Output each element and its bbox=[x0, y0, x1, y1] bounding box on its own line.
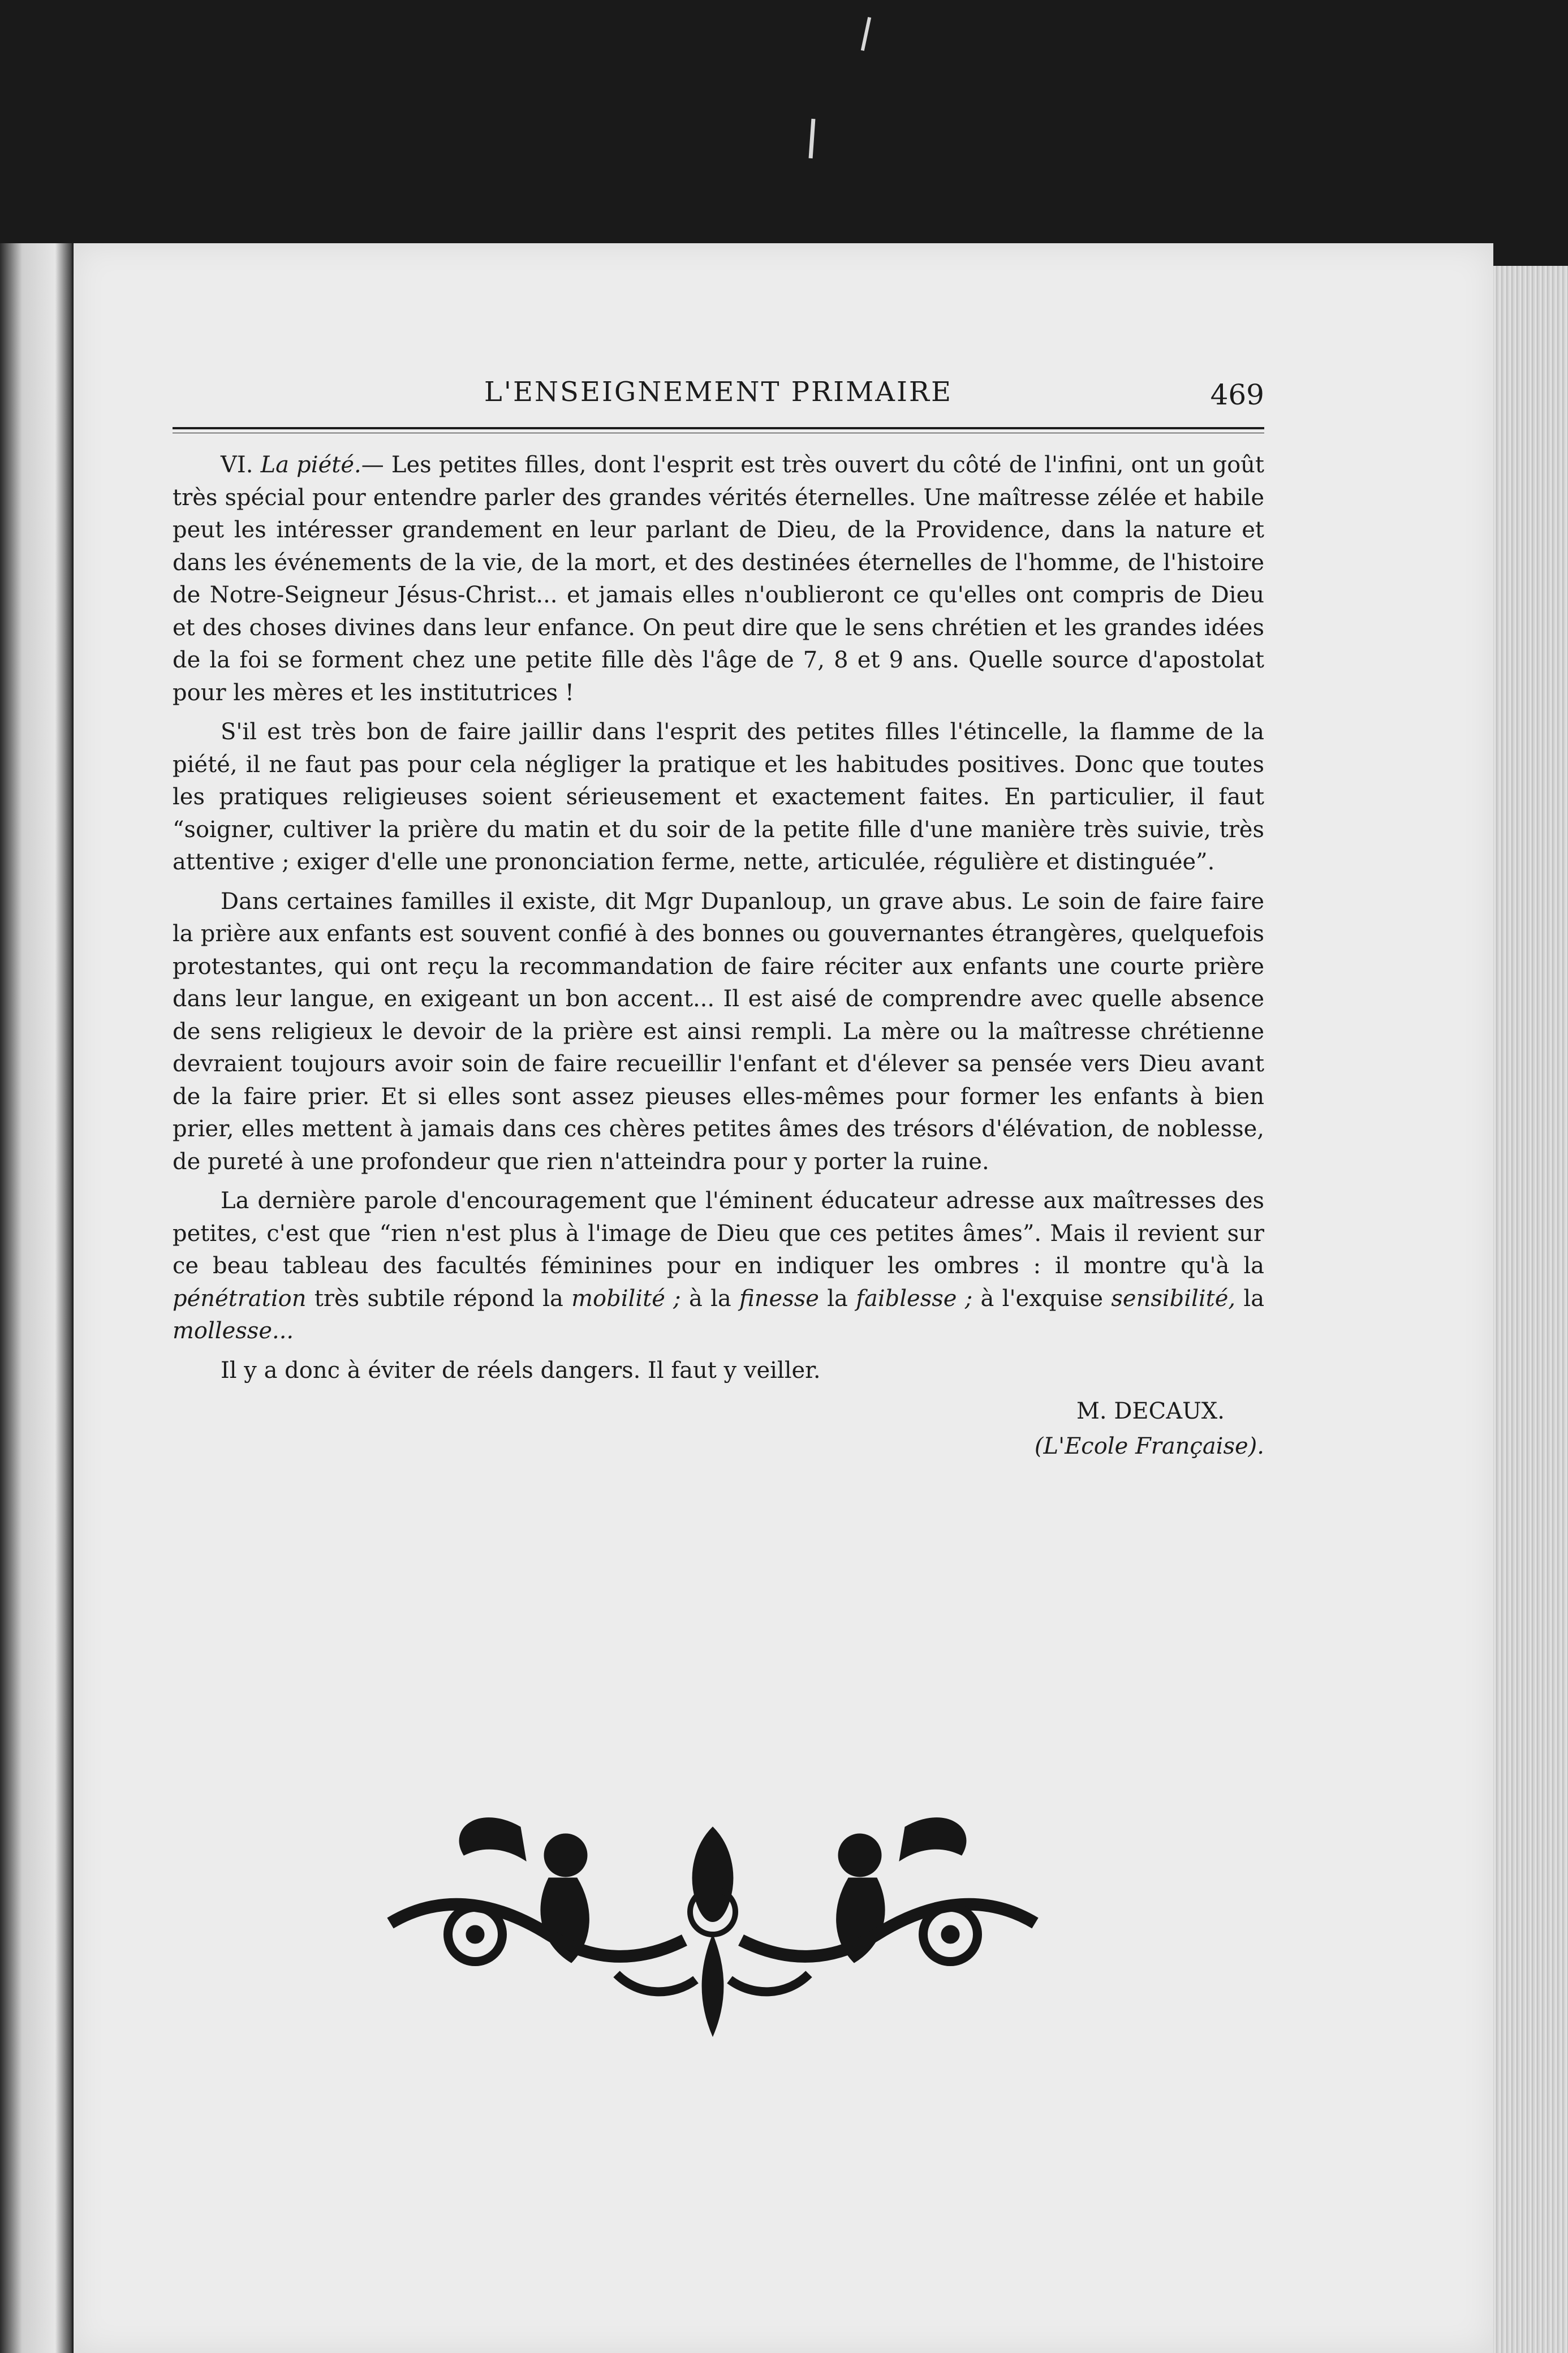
author-signature: M. DECAUX. bbox=[1076, 1398, 1225, 1424]
paragraph-text: — Les petites filles, dont l'esprit est très ouvert du côté de l'infini, ont un goût très spécial pour entendre parler des grandes vérités éternelles. Une maîtresse zélée et habile peut les intéresser grandement en leur parlant de Dieu, de la Providence, dans la nature et dans les événements de la vie, de la mort, et des destinées éternelles de l'homme, de l'histoire de Notre-Seigneur Jésus-Christ... et jamais elles n'oublieront ce qu'elles ont compris de Dieu et des choses divines dans leur enfance. On peut dire que le sens chrétien et les grandes idées de la foi se forment chez une petite fille dès l'âge de 7, 8 et 9 ans. Quelle source d'apostolat pour les mères et les institutrices ! bbox=[173, 452, 1265, 706]
running-head bbox=[173, 376, 1264, 427]
running-title: L'ENSEIGNEMENT PRIMAIRE bbox=[484, 376, 953, 408]
left-cherub-wing bbox=[459, 1818, 526, 1861]
page-number: 469 bbox=[1210, 378, 1264, 411]
paragraph-encouragement bbox=[173, 1185, 1264, 1348]
text-run: la bbox=[1243, 1285, 1265, 1312]
italic-term: finesse bbox=[739, 1285, 819, 1312]
left-lower-scroll bbox=[617, 1974, 696, 1992]
italic-term: mollesse... bbox=[173, 1318, 294, 1344]
right-lower-scroll bbox=[730, 1974, 809, 1992]
ornament-crest bbox=[692, 1827, 733, 1922]
scan-mark bbox=[809, 119, 816, 158]
right-cherub-wing bbox=[899, 1818, 966, 1861]
text-run: à l'exquise bbox=[980, 1285, 1104, 1312]
right-rosette-center bbox=[941, 1925, 959, 1943]
section-heading: La piété. bbox=[260, 452, 361, 478]
header-rule bbox=[173, 427, 1264, 433]
source-citation: (L'Ecole Française). bbox=[1034, 1433, 1264, 1459]
page-content bbox=[173, 376, 1264, 1464]
right-cherub-head bbox=[838, 1834, 881, 1877]
text-run: la bbox=[827, 1285, 848, 1312]
paragraph-families: Dans certaines familles il existe, dit Mgr Dupanloup, un grave abus. Le soin de faire faire la prière aux enfants est souvent confié à des bonnes ou gouvernantes étrangères, quelquefois protestantes, qui ont reçu la recommandation de faire réciter aux enfants une courte prière dans leur langue, en exigeant un bon accent... Il est aisé de comprendre avec quelle absence de sens religieux le devoir de la prière est ainsi rempli. La mère ou la maîtresse chrétienne devraient toujours avoir soin de faire recueillir l'enfant et d'élever sa pensée vers Dieu avant de la faire prier. Et si elles sont assez pieuses elles-mêmes pour former les enfants à bien prier, elles mettent à jamais dans ces chères petites âmes des trésors d'élévation, de noblesse, de pureté à une profondeur que rien n'atteindra pour y porter la ruine. bbox=[173, 888, 1264, 1175]
scan-mark bbox=[861, 17, 871, 51]
right-scroll bbox=[741, 1904, 1035, 1956]
text-run: La dernière parole d'encouragement que l'éminent éducateur adresse aux maîtresses des petites, c'est que “rien n'est plus à l'image de Dieu que ces petites âmes”. Mais il revient sur ce beau tableau des facultés féminines pour en indiquer les ombres : il montre qu'à la bbox=[173, 1188, 1264, 1279]
left-page-edge bbox=[0, 243, 74, 2353]
italic-term: mobilité ; bbox=[571, 1285, 681, 1312]
italic-term: faiblesse ; bbox=[856, 1285, 973, 1312]
page-stack-edge bbox=[1493, 266, 1568, 2353]
paragraph-conclusion: Il y a donc à éviter de réels dangers. Il faut y veiller. bbox=[221, 1357, 821, 1384]
left-cherub-head bbox=[544, 1834, 587, 1877]
left-scroll bbox=[390, 1904, 684, 1956]
paragraph-practice: S'il est très bon de faire jaillir dans l'esprit des petites filles l'étincelle, la flamme de la piété, il ne faut pas pour cela négliger la pratique et les habitudes positives. Donc que toutes les pratiques religieuses soient sérieusement et exactement faites. En particulier, il faut “soigner, cultiver la prière du matin et du soir de la petite fille d'une manière très suivie, très attentive ; exiger d'elle une prononciation ferme, nette, articulée, régulière et distinguée”. bbox=[173, 719, 1264, 875]
ornament-drop bbox=[702, 1934, 723, 2036]
text-run: à la bbox=[688, 1285, 731, 1312]
left-rosette-center bbox=[466, 1925, 484, 1943]
paragraph-piety bbox=[173, 449, 1264, 709]
text-run: très subtile répond la bbox=[314, 1285, 563, 1312]
section-number: VI. bbox=[221, 452, 253, 478]
cherub-vignette-icon bbox=[379, 1793, 1046, 2048]
italic-term: pénétration bbox=[173, 1285, 307, 1312]
italic-term: sensibilité, bbox=[1111, 1285, 1236, 1312]
